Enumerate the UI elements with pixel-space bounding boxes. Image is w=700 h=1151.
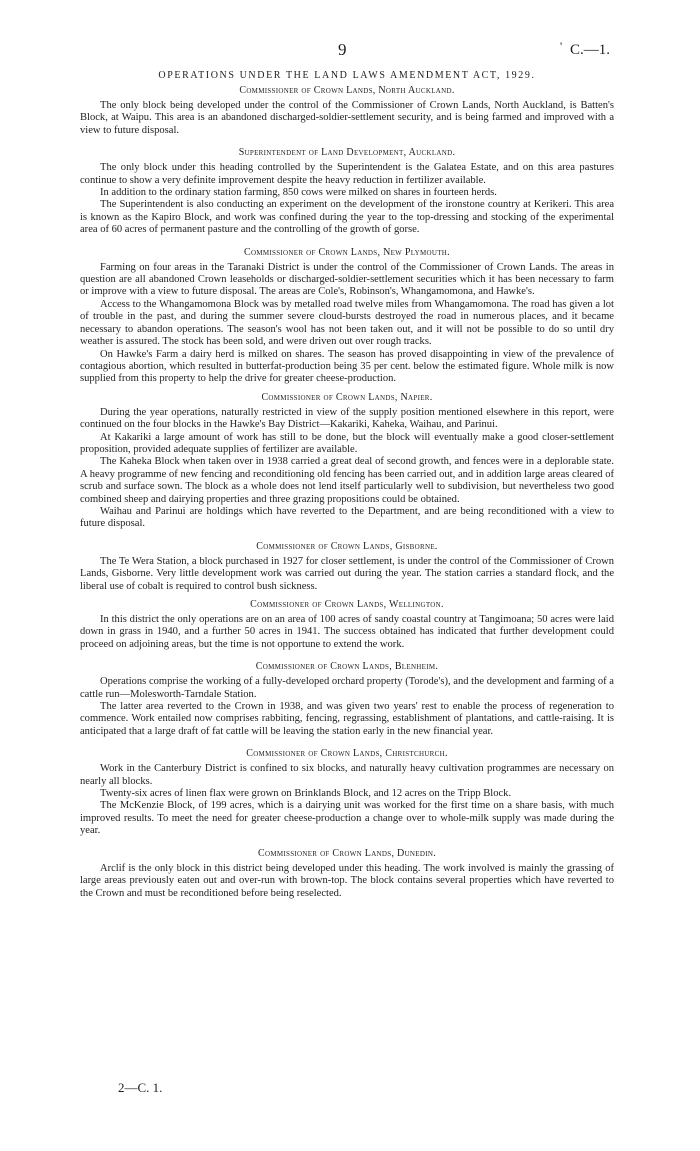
document-reference xyxy=(560,39,611,59)
paragraph: Farming on four areas in the Taranaki District is under the control of the Commissioner of Crown Lands. The areas in question are all abandoned Crown leaseholds or discharged-soldier-settlement securities which it has been necessary to farm or improve with a view to future disposal. The areas are Cole's, Robinson's, Whangamomona, and Hawke's. xyxy=(80,261,614,298)
paragraph: On Hawke's Farm a dairy herd is milked on shares. The season has proved disappointing in view of the prevalence of contagious abortion, which resulted in butterfat-production being 35 per cent. below the estimated figure. Whole milk is now supplied from this property to help the drive for greater cheese-production. xyxy=(80,348,614,385)
paragraph: The Kaheka Block when taken over in 1938 carried a great deal of second growth, and fences were in a deplorable state. A heavy programme of new fencing and reconditioning old fencing has been carried out, and in addition large areas cleared of scrub and surface sown. The block as a whole does not lend itself particularly well to subdivision, but nevertheless two good combined sheep and dairying properties and three grazing propositions could be obtained. xyxy=(80,456,614,505)
section-napier xyxy=(80,392,614,531)
paragraph: The latter area reverted to the Crown in 1938, and was given two years' rest to enable the process of regeneration to commence. Work entailed now comprises rabbiting, fencing, regrassing, establishment of plantations, and cattle-raising. It is anticipated that a large draft of fat cattle will be leaving the station early in the new financial year. xyxy=(80,701,614,737)
section-heading: Commissioner of Crown Lands, Christchurch. xyxy=(246,748,448,760)
footer-signature: 2—C. 1. xyxy=(118,1080,163,1095)
paragraph: In addition to the ordinary station farming, 850 cows were milked on shares in fourteen herds. xyxy=(100,187,497,199)
section-heading: Superintendent of Land Development, Auckland. xyxy=(238,147,456,159)
section-heading: Commissioner of Crown Lands, Gisborne. xyxy=(256,540,438,552)
section-new-plymouth xyxy=(80,247,614,386)
section-north-auckland xyxy=(80,85,614,137)
paragraph: During the year operations, naturally restricted in view of the supply position mentioned elsewhere in this report, were continued on the four blocks in the Hawke's Bay District—Kakariki, Kaheka, Waihau, and Parinui. xyxy=(80,406,614,431)
section-heading: Commissioner of Crown Lands, Wellington. xyxy=(250,599,444,610)
paragraph: The Te Wera Station, a block purchased in 1927 for closer settlement, is under the control of the Commissioner of Crown Lands, Gisborne. Very little development work was carried out during the year. The station carries a standard flock, and the liberal use of cobalt is required to control bush sickness. xyxy=(80,555,614,592)
paragraph: The McKenzie Block, of 199 acres, which is a dairying unit was worked for the first time on a share basis, with much improved results. To meet the need for greater cheese-production a change over to whole-milk supply was made during the year. xyxy=(80,800,614,837)
section-dunedin xyxy=(80,848,614,900)
section-gisborne xyxy=(80,541,614,593)
section-land-development-auckland xyxy=(80,147,614,236)
paragraph: Work in the Canterbury District is confined to six blocks, and naturally heavy cultivation programmes are necessary on nearly all blocks. xyxy=(80,763,614,787)
paragraph: The only block under this heading controlled by the Superintendent is the Galatea Estate, and on this area pastures continue to show a very definite improvement despite the heavy reduction in fertilizer available. xyxy=(80,162,614,186)
paragraph: Operations comprise the working of a fully-developed orchard property (Torode's), and the development and farming of a cattle run—Molesworth-Tarndale Station. xyxy=(80,676,614,700)
paragraph: Waihau and Parinui are holdings which have reverted to the Department, and are being reconditioned with a view to future disposal. xyxy=(80,505,614,530)
main-title: OPERATIONS UNDER THE LAND LAWS AMENDMENT ACT, 1929. xyxy=(158,70,536,81)
paragraph: Arclif is the only block in this district being developed under this heading. The work involved is mainly the grassing of large areas previously eaten out and over-run with brown-top. The block contains several properties which have reverted to the Crown and must be reconditioned before being reselected. xyxy=(80,862,614,899)
paragraph: In this district the only operations are on an area of 100 acres of sandy coastal country at Tangimoana; 50 acres were laid down in grass in 1940, and a further 50 acres in 1941. The success obtained has indicated that further development could proceed on adjoining areas, but the time is not opportune to extend the work. xyxy=(80,614,614,650)
section-heading: Commissioner of Crown Lands, Blenheim. xyxy=(255,661,439,673)
paragraph: Access to the Whangamomona Block was by metalled road twelve miles from Whangamomona. The road has given a lot of trouble in the past, and during the summer severe cloud-bursts destroyed the road in numerous places, and it became necessary to abandon operations. The season's wool has not been taken out, and it will not be possible to do so until dry weather is assured. The stock has been sold, and were driven out over rough tracks. xyxy=(80,298,614,348)
reference-mark: ' xyxy=(560,39,563,53)
document-reference-text: C.—1. xyxy=(570,42,611,58)
section-heading: Commissioner of Crown Lands, Dunedin. xyxy=(258,847,436,859)
section-heading: Commissioner of Crown Lands, New Plymouth. xyxy=(244,246,450,258)
paragraph: At Kakariki a large amount of work has still to be done, but the block will eventually make a good closer-settlement proposition, provided adequate supplies of fertilizer are available. xyxy=(80,431,614,455)
section-christchurch xyxy=(80,748,614,837)
document-body xyxy=(80,70,614,900)
paragraph: Twenty-six acres of linen flax were grown on Brinklands Block, and 12 acres on the Tripp Block. xyxy=(100,788,512,800)
paragraph: The Superintendent is also conducting an experiment on the development of the ironstone country at Kerikeri. This area is known as the Kapiro Block, and work was confined during the year to the top-dressing and stocking of the experimental area of 60 acres of permanent pasture and the controlling of the growth of gorse. xyxy=(80,199,614,236)
page-number: 9 xyxy=(338,40,347,59)
section-wellington xyxy=(80,599,614,651)
section-heading: Commissioner of Crown Lands, Napier. xyxy=(261,391,433,403)
section-heading: Commissioner of Crown Lands, North Auckland. xyxy=(239,85,455,96)
section-blenheim xyxy=(80,661,614,738)
paragraph: The only block being developed under the control of the Commissioner of Crown Lands, North Auckland, is Batten's Block, at Waipu. This area is an abandoned discharged-soldier-settlement security, and is being farmed and improved with a view to future disposal. xyxy=(80,100,614,136)
